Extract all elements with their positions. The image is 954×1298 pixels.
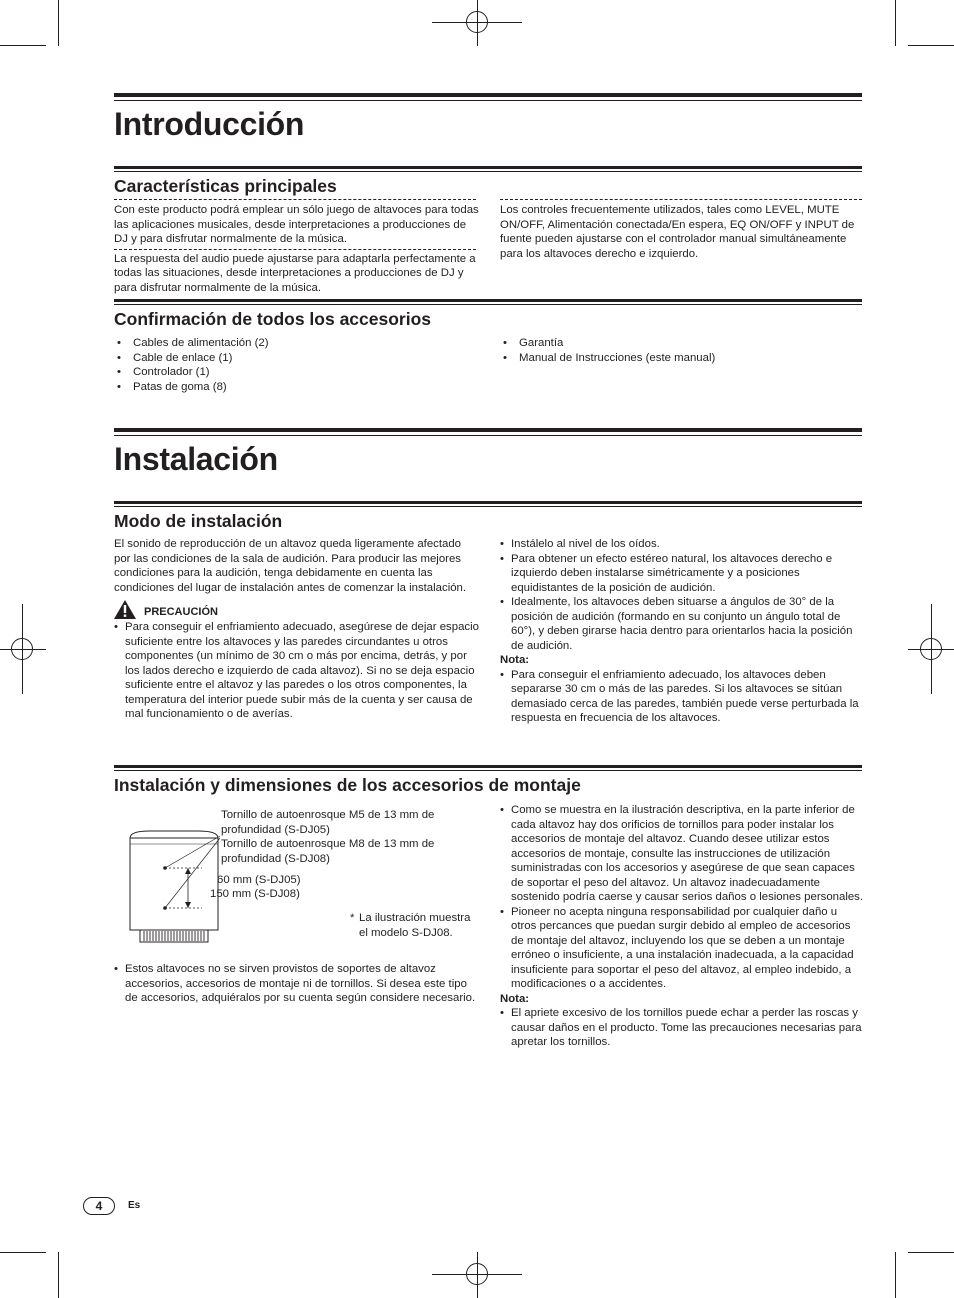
section-rule [114,299,862,302]
list-item: • Idealmente, los altavoces deben situarse a ángulos de 30° de la posición de audición (formando en su conjunto un ángulo total de 60°), y deben girarse hacia dentro para orientarlos hacia la posición de audición. [500,595,864,653]
list-item: • Como se muestra en la ilustración descriptiva, en la parte inferior de cada altavoz hay dos orificios de tornillos para poder instalar los accesorios de montaje del altavoz. Cuando desee utilizar estos accesorios de montaje, consulte las instrucciones de utilización suministradas con los accesorios y asegúrese de que sean capaces de soportar el peso del altavoz. Un altavoz inadecuadamente sostenido podría caerse y causar serios daños o lesiones personales. [500,803,864,905]
caution-header [114,600,480,620]
section-rule-thin [114,304,862,305]
page-number: 4 [83,1197,115,1215]
features-paragraph-2: La respuesta del audio puede ajustarse para adaptarla perfectamente a todas las situaciones, desde interpretaciones a producciones de DJ y para disfrutar normalmente de la música. [114,252,476,294]
illustration-note: La ilustración muestra el modelo S-DJ08. [359,912,471,939]
caution-label: PRECAUCIÓN [144,606,218,618]
chapter-rule [114,428,862,432]
list-item: • Cable de enlace (1) [114,351,480,366]
list-item: • Controlador (1) [114,365,480,380]
illustration-label-m8: Tornillo de autoenrosque M8 de 13 mm de profundidad (S-DJ08) [221,838,435,865]
mode-left-column [114,537,480,722]
mode-intro-paragraph: El sonido de reproducción de un altavoz queda ligeramente afectado por las condiciones de la sala de audición. Para producir las mejores condiciones para la audición, tenga debidamente en cuenta las condiciones del lugar de instalación antes de comenzar la instalación. [114,538,467,594]
illustration-note-mark: * [350,912,355,924]
features-paragraph-3: Los controles frecuentemente utilizados, tales como LEVEL, MUTE ON/OFF, Alimentación conectada/En espera, EQ ON/OFF y INPUT de fuente pueden ajustarse con el controlador manual simultáneamente para los altavoces derecho e izquierdo. [500,204,855,260]
mounting-left-column [114,962,480,1006]
chapter-title-instalacion: Instalación [114,441,278,477]
dashed-rule [114,249,476,250]
chapter-rule-thin [114,435,862,436]
section-heading-mounting: Instalación y dimensiones de los accesorios de montaje [114,775,581,795]
dimension-label-s-dj05: 60 mm (S-DJ05) [217,874,301,886]
chapter-rule [114,93,862,97]
section-rule-thin [114,770,862,771]
features-paragraph-1: Con este producto podrá emplear un sólo juego de altavoces para todas las aplicaciones musicales, desde interpretaciones a producciones de DJ y para disfrutar normalmente de la música. [114,204,479,245]
mode-right-column [500,537,864,726]
nota-label: Nota: [500,992,530,1005]
illustration-label-m5: Tornillo de autoenrosque M5 de 13 mm de profundidad (S-DJ05) [221,809,435,836]
section-rule [114,765,862,768]
dashed-rule [500,199,862,200]
nota-bullet: • Para conseguir el enfriamiento adecuado, los altavoces deben separarse 30 cm o más de las paredes. Si los altavoces se sitúan demasiado cerca de las paredes, también puede verse perturbada la respuesta en frecuencia de los altavoces. [500,668,864,726]
chapter-title-introduccion: Introducción [114,106,305,142]
section-heading-accessories: Confirmación de todos los accesorios [114,309,432,329]
list-item: • Garantía [500,336,864,351]
section-rule-thin [114,506,862,507]
features-left-column [114,203,480,295]
accessories-left-list [114,336,480,394]
dashed-rule [114,199,476,200]
list-item: • Manual de Instrucciones (este manual) [500,351,864,366]
list-item: • Pioneer no acepta ninguna responsabilidad por cualquier daño u otros percances que puedan surgir debido al empleo de accesorios de montaje del altavoz, incluyendo los que se deben a un montaje erróneo o insuficiente, a una instalación inadecuada, a la capacidad insuficiente para soportar el peso del altavoz, al empleo indebido, a modificaciones o a accidentes. [500,905,864,992]
caution-bullet: • Para conseguir el enfriamiento adecuado, asegúrese de dejar espacio suficiente entre los altavoces y las paredes circundantes u otros componentes (un mínimo de 30 cm o más por encima, detrás, y por los lados derecho e izquierdo de cada altavoz). Si no se deja espacio suficiente entre el altavoz y las paredes o los otros componentes, la temperatura del interior puede subir más de la cuenta y ser causa de mal funcionamiento o de averías. [114,620,480,722]
section-rule [114,166,862,169]
mounting-right-column [500,803,864,1050]
list-item: • Estos altavoces no se sirven provistos de soportes de altavoz accesorios, accesorios de montaje ni de tornillos. Si desea este tipo de accesorios, adquiéralos por su cuenta según considere necesario. [114,962,480,1006]
nota-bullet: • El apriete excesivo de los tornillos puede echar a perder las roscas y causar daños en el producto. Tome las precauciones necesarias para apretar los tornillos. [500,1006,864,1050]
list-item: • Instálelo al nivel de los oídos. [500,537,864,552]
section-rule [114,501,862,504]
dimension-label-s-dj08: 150 mm (S-DJ08) [210,888,300,900]
section-rule-thin [114,171,862,172]
accessories-right-list [500,336,864,365]
section-heading-features: Características principales [114,176,337,196]
list-item: • Cables de alimentación (2) [114,336,480,351]
language-code: Es [128,1200,141,1211]
list-item: • Patas de goma (8) [114,380,480,395]
section-heading-mode: Modo de instalación [114,511,283,531]
nota-label: Nota: [500,654,530,666]
warning-icon [114,600,136,619]
chapter-rule-thin [114,100,862,101]
list-item: • Para obtener un efecto estéreo natural, los altavoces derecho e izquierdo deben instalarse simétricamente y a posiciones equidistantes de la posición de audición. [500,552,864,596]
features-right-column [500,203,864,261]
